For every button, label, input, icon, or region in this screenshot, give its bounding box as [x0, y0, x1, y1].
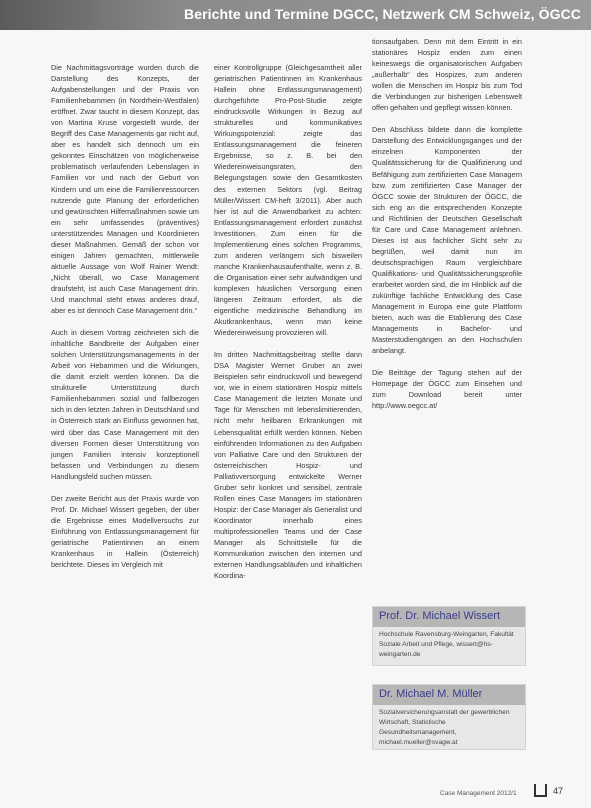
paragraph: einer Kontrollgruppe (Gleichgesamtheit aller geriatrischen Patientinnen im Krankenhaus Hallein ohne Entlassungsmanagement) durchgeführte Pro-Post-Studie zeigte eindrucksvolle Wirkungen in Bezug auf strukturelles und kommunikatives Wirkungspotenzial: zeigte das Entlassungsmanagement die feineren Ergebnisse, so z. B. bei den Wiedereinweisungsraten, den Belegungstagen sowie den Gesamtkosten des externen Sektors (vgl. Beitrag Müller/Wissert CM-heft 3/2011). Aber auch hier ist auf die Anwendbarkeit zu achten: Entlassungsmanagement erfordert zunächst Investitionen. Zum einen für die Implementierung eines solchen Programms, zum anderen verlängern sich bisweilen manche Krankenhausaufenthalte, wenn z. B. die Organisation einer sehr aufwändigen und komplexen häuslichen Versorgung einen längeren Zeitraum erfordert, als die eigentliche medizinische Behandlung im Akutkrankenhaus, wenn man keine Wiedereinweisung provozieren will.	[214, 63, 362, 338]
author-name: Dr. Michael M. Müller	[373, 685, 525, 705]
author-box-mueller	[372, 684, 526, 750]
journal-footer: Case Management 2012/1	[440, 790, 517, 797]
author-affiliation: Hochschule Ravensburg-Weingarten, Fakultät Soziale Arbeit und Pflege, wissert@hs-weingarten.de	[379, 631, 514, 658]
section-header	[0, 0, 591, 30]
article-column-3	[372, 36, 522, 412]
page-number: 47	[553, 786, 564, 796]
section-title: Berichte und Termine DGCC, Netzwerk CM Schweiz, ÖGCC	[183, 6, 581, 22]
paragraph: Der zweite Bericht aus der Praxis wurde von Prof. Dr. Michael Wissert gegeben, der über die Ergebnisse eines Modellversuchs zur Einführung von Entlassungsmanagement für geriatrische Patientinnen an einem Krankenhaus in Hallein (Österreich) berichtete. Dieses im Vergleich mit	[51, 493, 199, 570]
author-affiliation: Sozialversicherungsanstalt der gewerblichen Wirtschaft, Statistische Gesundheitsmanagement, michael.mueller@svagw.at	[379, 709, 510, 746]
paragraph: Den Abschluss bildete dann die komplette Darstellung des Entwicklungsganges und der einzelnen Komponenten der Qualitätssicherung für die Qualifizierung und Befähigung zum zertifizierten Case Managern bzw. zum zertifizierten Case Manager der ÖGCC sowie der Strukturen der ÖGCC, die sich eng an die entsprechenden Konzepte und Richtlinien der Deutschen Gesellschaft für Care und Case Management anlehnen. Dieses ist aus fachlicher Sicht sehr zu begrüßen, weil damit nun im deutschsprachigen Raum vergleichbare Qualifikations- und Qualitätssicherungsprofile erarbeitet worden sind, die im Hinblick auf die zukünftige fachliche Entwicklung des Case Management in Europa eine gute Plattform bieten, auch was die Etablierung des Case Managements in Bachelor- und Masterstudiengängen an den Hochschulen anbelangt.	[372, 125, 522, 356]
paragraph: Auch in diesem Vortrag zeichneten sich die inhaltliche Bandbreite der Aufgaben einer solchen Unterstützungsmanagements in der Arbeit von Hebammen und die Wirkungen, die damit erzielt werden können. Da die strukturelle Unterstützung durch Familienhebammen sozial und fallbezogen sich in den letzten Jahren in Deutschland und in Österreich stark an Einfluss gewonnen hat, wird über das Case Management mit den diversen Formen dieser Unterstützung von jungen Familien intensiv konzeptionell befassen und Verbindungen zu diesem Handlungsfeld suchen müssen.	[51, 328, 199, 481]
author-name: Prof. Dr. Michael Wissert	[373, 607, 525, 627]
paragraph: Die Nachmittagsvorträge wurden durch die Darstellung des Konzepts, der Aufgabenstellungen und der Praxis von Familienhebammen (in Nordrhein-Westfalen) eröffnet. Zwar taucht in diesem Konzept, das von Martina Kruse vorgestellt wurde, der Begriff des Case Managements gar nicht auf, aber es handelt sich dennoch um ein gekonntes Einschätzen von möglicherweise problematisch verlaufenden Lebenslagen in Familien vor und nach der Geburt von Kindern und um eine die Familienressourcen nutzende gute Planung der erforderlichen und gewünschten Hilfemaßnahmen sowie um ein sehr umfassendes (präventives) unterstützendes Managen und Koordinieren dieser Maßnahmen. Gemäß der schon vor einigen Jahren gemachten, mittlerweile aktuelle Aussage von Wolf Rainer Wendt: „Nicht überall, wo Case Management draufsteht, ist auch Case Management drin. Und manchmal steht etwas anderes drauf, aber es ist dennoch Case Management drin.“	[51, 63, 199, 316]
paragraph: Im dritten Nachmittagsbeitrag stellte dann DSA Magister Werner Gruber an zwei Beispielen sehr eindrucksvoll und bewegend vor, wie in einem stationären Hospiz mittels Case Management die letzten Monate und Tage für Menschen mit lebenslimitierenden, nicht mehr heilbaren Erkrankungen mit Lebensqualität erfüllt werden können. Neben einführenden Informationen zu den Aufgaben von Palliative Care und den Strukturen der österreichischen Hospiz- und Palliativversorgung entwickelte Werner Gruber sehr konkret und sensibel, zentrale Rollen eines Case Managers im stationären Hospiz: der Case Manager als Generalist und Koordinator innerhalb eines multiprofessionellen Teams und der Case Manager als Schnittstelle für die Kommunikation zwischen den internen und externen Handlungsabläufen und inhaltlichen Koordina-	[214, 350, 362, 581]
paragraph: tionsaufgaben. Denn mit dem Eintritt in ein stationäres Hospiz enden zum einen keineswegs die organisatorischen Aufgaben „außerhalb“ des Hospizes, zum anderen wollen die Menschen im Hospiz bis zum Tod die Verbindungen zur bisherigen Lebenswelt offen gehalten und gepflegt wissen können.	[372, 37, 522, 113]
paragraph: Die Beiträge der Tagung stehen auf der Homepage der ÖGCC zum Einsehen und zum Download bereit unter http://www.oegcc.at/	[372, 368, 522, 411]
article-column-1	[51, 62, 199, 570]
article-column-2	[214, 62, 362, 581]
author-box-wissert	[372, 606, 526, 666]
journal-logo-icon	[534, 784, 547, 797]
